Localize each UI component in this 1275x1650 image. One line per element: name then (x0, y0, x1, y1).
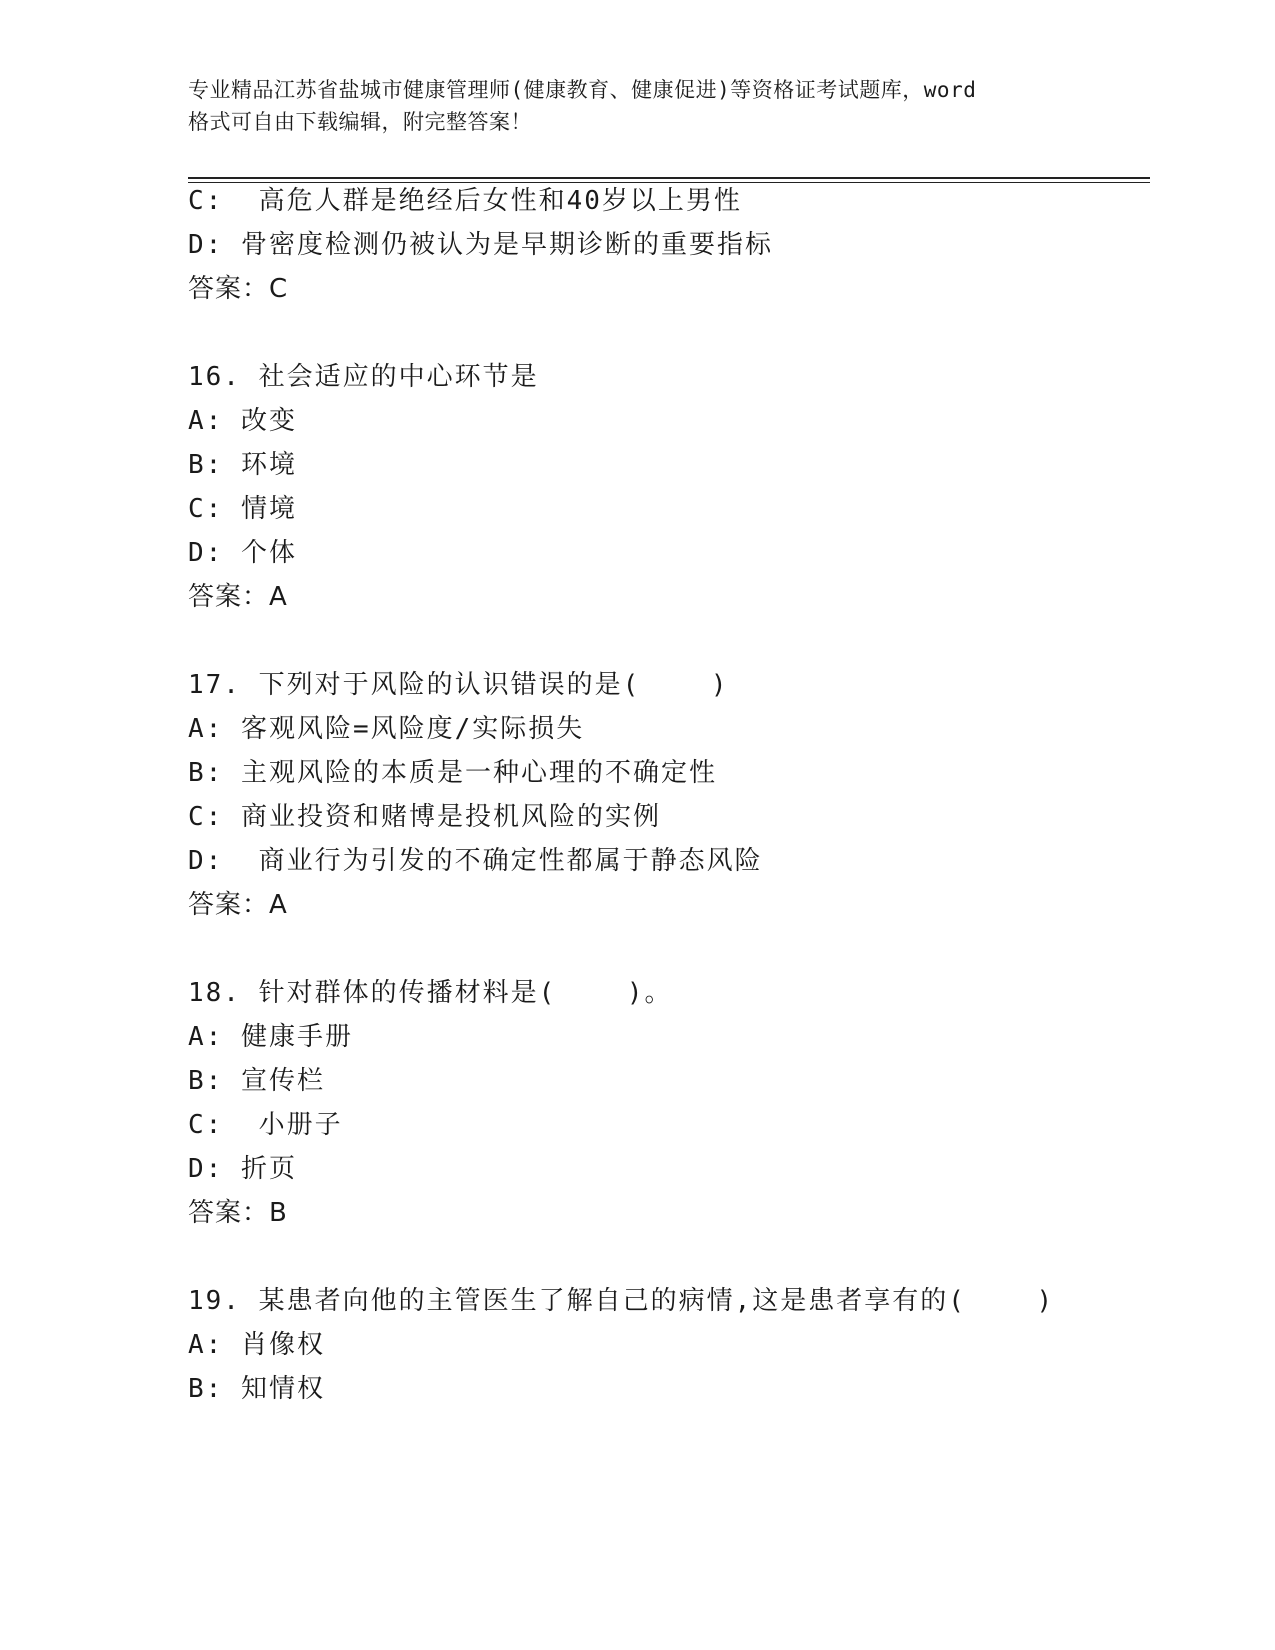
q16-option-c: C: 情境 (188, 494, 297, 524)
q17-option-d: D: 商业行为引发的不确定性都属于静态风险 (188, 846, 763, 876)
q18-stem: 18. 针对群体的传播材料是( )。 (188, 978, 673, 1008)
q17-option-b: B: 主观风险的本质是一种心理的不确定性 (188, 758, 717, 788)
q19-option-b: B: 知情权 (188, 1374, 325, 1404)
q16-stem: 16. 社会适应的中心环节是 (188, 362, 539, 392)
q17-stem: 17. 下列对于风险的认识错误的是( ) (188, 670, 729, 700)
q16-option-b: B: 环境 (188, 450, 297, 480)
q17-option-a: A: 客观风险=风险度/实际损失 (188, 714, 585, 744)
header-line-1: 专业精品江苏省盐城市健康管理师(健康教育、健康促进)等资格证考试题库，word (188, 78, 977, 102)
header-divider (188, 177, 1150, 183)
q18-option-c: C: 小册子 (188, 1110, 343, 1140)
q15-option-c: C: 高危人群是绝经后女性和40岁以上男性 (188, 186, 742, 216)
document-header (188, 74, 1088, 138)
q18-option-b: B: 宣传栏 (188, 1066, 325, 1096)
q18-answer: 答案：B (188, 1198, 288, 1228)
q17-option-c: C: 商业投资和赌博是投机风险的实例 (188, 802, 661, 832)
q15-answer: 答案：C (188, 274, 289, 304)
q18-option-d: D: 折页 (188, 1154, 297, 1184)
header-line-2: 格式可自由下载编辑，附完整答案！ (188, 110, 532, 134)
q19-option-a: A: 肖像权 (188, 1330, 325, 1360)
q17-answer: 答案：A (188, 890, 288, 920)
q16-option-a: A: 改变 (188, 406, 297, 436)
q15-option-d: D: 骨密度检测仍被认为是早期诊断的重要指标 (188, 230, 773, 260)
q16-option-d: D: 个体 (188, 538, 297, 568)
q18-option-a: A: 健康手册 (188, 1022, 353, 1052)
q19-stem: 19. 某患者向他的主管医生了解自己的病情,这是患者享有的( ) (188, 1286, 1055, 1316)
q16-answer: 答案：A (188, 582, 288, 612)
